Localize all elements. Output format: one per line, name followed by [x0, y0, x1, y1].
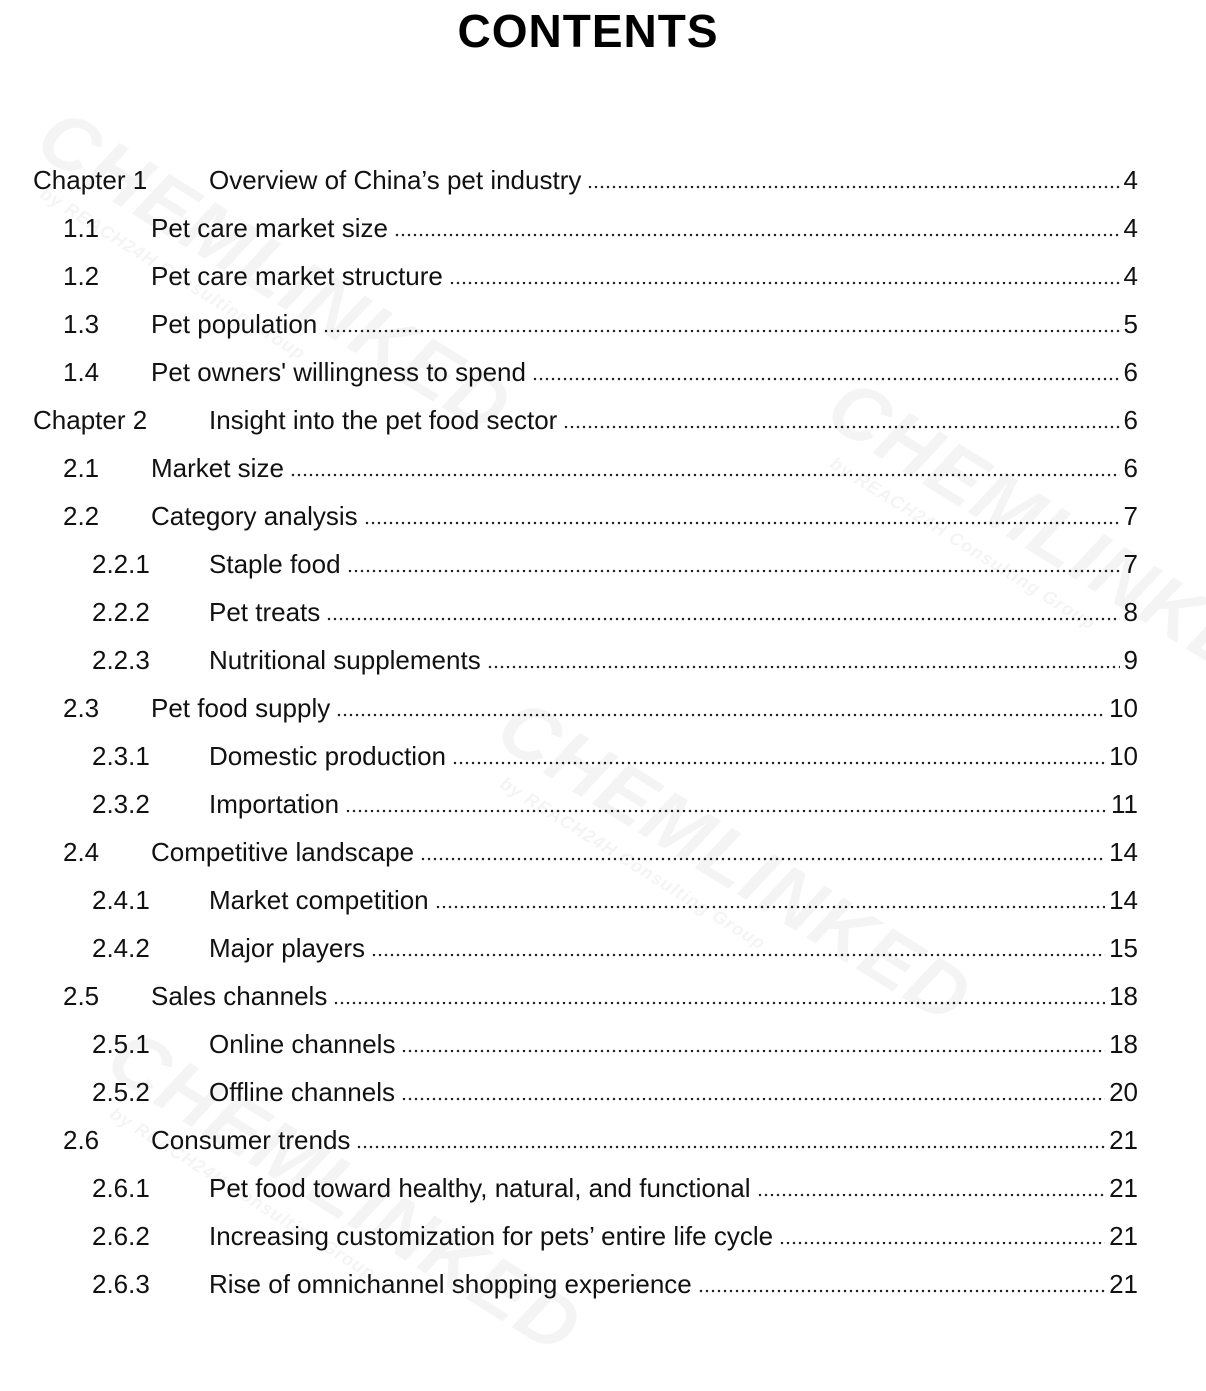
toc-dot-leader [563, 425, 1119, 429]
toc-entry-page-number: 10 [1109, 693, 1138, 723]
toc-entry-number: 2.6.1 [92, 1173, 150, 1203]
toc-subsection-entry[interactable] [92, 1068, 1138, 1116]
toc-entry-title: Category analysis [151, 501, 358, 531]
toc-entry-title: Pet food toward healthy, natural, and functional [209, 1173, 751, 1203]
toc-dot-leader [757, 1193, 1106, 1197]
toc-entry-number: 2.1 [63, 453, 100, 483]
toc-entry-page-number: 18 [1109, 981, 1138, 1011]
toc-entry-number: 2.2.2 [92, 597, 150, 627]
toc-entry-page-number: 21 [1109, 1125, 1138, 1155]
toc-subsection-entry[interactable] [92, 780, 1138, 828]
toc-dot-leader [401, 1049, 1105, 1053]
toc-dot-leader [356, 1145, 1105, 1149]
toc-subsection-entry[interactable] [92, 924, 1138, 972]
toc-subsection-entry[interactable] [92, 1164, 1138, 1212]
toc-dot-leader [323, 329, 1119, 333]
toc-dot-leader [449, 281, 1120, 285]
toc-entry-page-number: 7 [1123, 549, 1138, 579]
toc-entry-title: Overview of China’s pet industry [209, 165, 582, 195]
page-title: CONTENTS [457, 5, 719, 57]
toc-dot-leader [326, 617, 1119, 621]
toc-dot-leader [435, 905, 1105, 909]
toc-subsection-entry[interactable] [92, 540, 1138, 588]
toc-entry-number: 1.4 [63, 357, 100, 387]
toc-entry-number: 1.3 [63, 309, 100, 339]
toc-entry-page-number: 7 [1123, 501, 1138, 531]
toc-entry-number: 2.2 [63, 501, 100, 531]
toc-entry-number: 2.4 [63, 837, 100, 867]
toc-entry-title: Pet care market structure [151, 261, 443, 291]
toc-section-entry[interactable] [63, 252, 1138, 300]
toc-entry-page-number: 4 [1123, 213, 1138, 243]
toc-entry-page-number: 8 [1123, 597, 1138, 627]
toc-entry-page-number: 6 [1123, 405, 1138, 435]
toc-entry-page-number: 14 [1109, 885, 1138, 915]
toc-entry-page-number: 15 [1109, 933, 1138, 963]
toc-section-entry[interactable] [63, 972, 1138, 1020]
toc-dot-leader [779, 1241, 1105, 1245]
toc-entry-number: 1.2 [63, 261, 100, 291]
toc-entry-title: Pet care market size [151, 213, 388, 243]
toc-dot-leader [347, 569, 1120, 573]
toc-entry-number: Chapter 1 [33, 165, 148, 195]
toc-section-entry[interactable] [63, 300, 1138, 348]
toc-subsection-entry[interactable] [92, 1020, 1138, 1068]
toc-entry-page-number: 10 [1109, 741, 1138, 771]
toc-entry-page-number: 14 [1109, 837, 1138, 867]
toc-dot-leader [532, 377, 1120, 381]
toc-entry-title: Offline channels [209, 1077, 395, 1107]
toc-entry-title: Consumer trends [151, 1125, 351, 1155]
toc-entry-title: Increasing customization for pets’ entire life cycle [209, 1221, 774, 1251]
toc-dot-leader [371, 953, 1105, 957]
toc-entry-title: Market competition [209, 885, 429, 915]
toc-entry-title: Importation [209, 789, 340, 819]
toc-entry-number: 2.4.2 [92, 933, 150, 963]
toc-section-entry[interactable] [63, 348, 1138, 396]
toc-entry-number: 2.3 [63, 693, 100, 723]
toc-section-entry[interactable] [63, 204, 1138, 252]
toc-entry-page-number: 9 [1123, 645, 1138, 675]
toc-dot-leader [364, 521, 1120, 525]
toc-dot-leader [698, 1289, 1105, 1293]
toc-entry-title: Pet treats [209, 597, 321, 627]
toc-section-entry[interactable] [63, 492, 1138, 540]
toc-entry-page-number: 4 [1123, 165, 1138, 195]
toc-dot-leader [420, 857, 1105, 861]
toc-entry-title: Market size [151, 453, 284, 483]
toc-entry-title: Online channels [209, 1029, 396, 1059]
toc-entry-number: 1.1 [63, 213, 100, 243]
toc-subsection-entry[interactable] [92, 636, 1138, 684]
toc-subsection-entry[interactable] [92, 876, 1138, 924]
toc-section-entry[interactable] [63, 1116, 1138, 1164]
toc-dot-leader [487, 665, 1120, 669]
toc-entry-title: Competitive landscape [151, 837, 415, 867]
toc-entry-number: Chapter 2 [33, 405, 148, 435]
toc-entry-title: Rise of omnichannel shopping experience [209, 1269, 692, 1299]
toc-dot-leader [345, 809, 1107, 813]
toc-entry-title: Major players [209, 933, 366, 963]
toc-entry-title: Nutritional supplements [209, 645, 481, 675]
toc-entry-page-number: 21 [1109, 1173, 1138, 1203]
toc-dot-leader [401, 1097, 1105, 1101]
toc-entry-title: Pet owners' willingness to spend [151, 357, 526, 387]
toc-entry-number: 2.3.1 [92, 741, 150, 771]
toc-entry-title: Pet population [151, 309, 318, 339]
toc-subsection-entry[interactable] [92, 1260, 1138, 1308]
toc-entry-title: Pet food supply [151, 693, 331, 723]
toc-entry-title: Staple food [209, 549, 341, 579]
toc-entry-page-number: 21 [1109, 1221, 1138, 1251]
toc-entry-title: Domestic production [209, 741, 446, 771]
toc-chapter-entry[interactable] [33, 156, 1138, 204]
toc-entry-title: Sales channels [151, 981, 328, 1011]
toc-dot-leader [587, 185, 1119, 189]
toc-section-entry[interactable] [63, 684, 1138, 732]
toc-dot-leader [290, 473, 1120, 477]
toc-entry-number: 2.6 [63, 1125, 100, 1155]
toc-dot-leader [333, 1001, 1105, 1005]
toc-chapter-entry[interactable] [33, 396, 1138, 444]
toc-entry-number: 2.4.1 [92, 885, 150, 915]
toc-entry-page-number: 4 [1123, 261, 1138, 291]
toc-entry-page-number: 20 [1109, 1077, 1138, 1107]
toc-entry-page-number: 21 [1109, 1269, 1138, 1299]
toc-entry-number: 2.2.1 [92, 549, 150, 579]
toc-subsection-entry[interactable] [92, 732, 1138, 780]
toc-dot-leader [336, 713, 1105, 717]
toc-entry-page-number: 11 [1111, 789, 1138, 819]
toc-entry-number: 2.5.2 [92, 1077, 150, 1107]
toc-section-entry[interactable] [63, 444, 1138, 492]
toc-entry-number: 2.5.1 [92, 1029, 150, 1059]
toc-entry-number: 2.2.3 [92, 645, 150, 675]
toc-entry-number: 2.5 [63, 981, 100, 1011]
toc-entry-page-number: 18 [1109, 1029, 1138, 1059]
toc-entry-title: Insight into the pet food sector [209, 405, 558, 435]
toc-subsection-entry[interactable] [92, 1212, 1138, 1260]
toc-entry-page-number: 6 [1123, 453, 1138, 483]
toc-section-entry[interactable] [63, 828, 1138, 876]
toc-dot-leader [394, 233, 1120, 237]
toc-entry-page-number: 5 [1123, 309, 1138, 339]
toc-entry-page-number: 6 [1123, 357, 1138, 387]
toc-dot-leader [452, 761, 1105, 765]
toc-subsection-entry[interactable] [92, 588, 1138, 636]
toc-entry-number: 2.6.3 [92, 1269, 150, 1299]
toc-entry-number: 2.6.2 [92, 1221, 150, 1251]
toc-entry-number: 2.3.2 [92, 789, 150, 819]
